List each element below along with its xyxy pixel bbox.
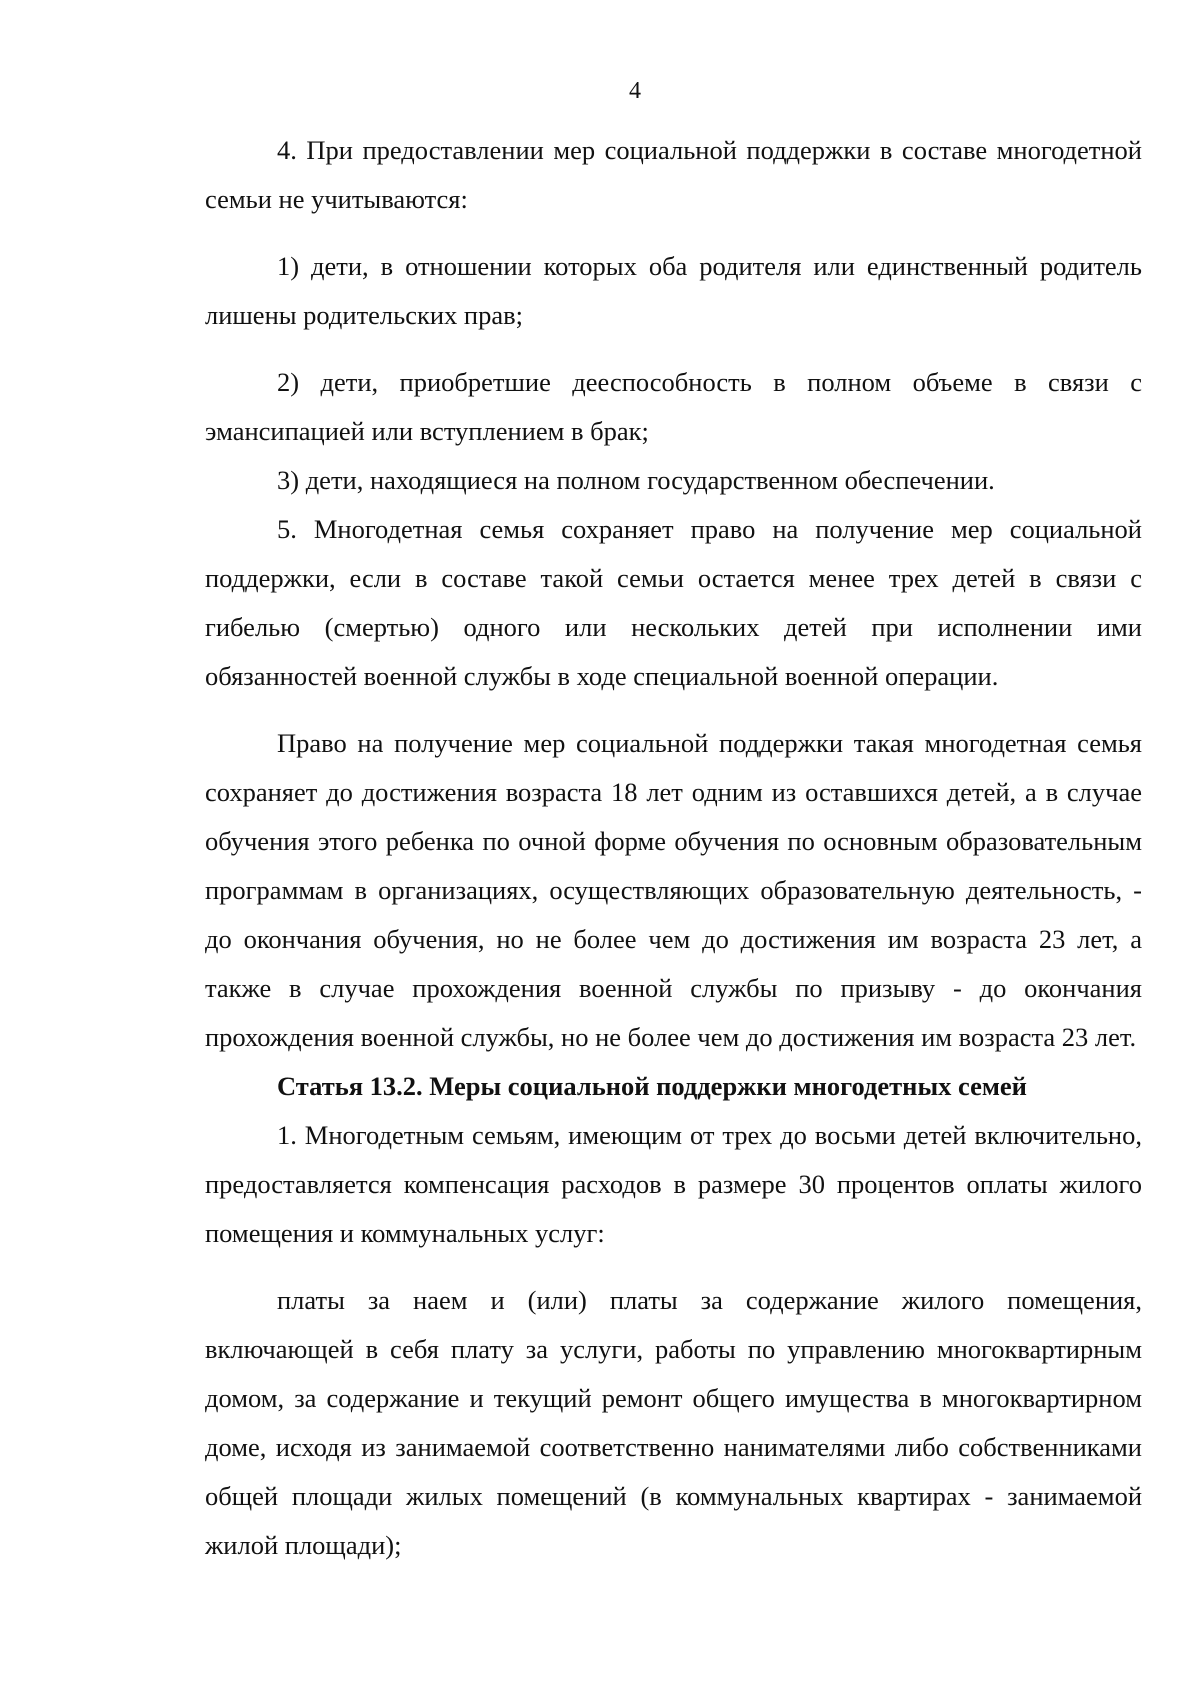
article-heading: Статья 13.2. Меры социальной поддержки многодетных семей bbox=[277, 1071, 1027, 1101]
list-item-2: 2) дети, приобретшие дееспособность в полном объеме в связи с эмансипацией или вступлением в брак; bbox=[205, 367, 1142, 446]
paragraph-right-retention: Право на получение мер социальной поддержки такая многодетная семья сохраняет до достижения возраста 18 лет одним из оставшихся детей, а в случае обучения этого ребенка по очной форме обучения по основным образовательным программам в организациях, осуществляющих образовательную деятельность, - до окончания обучения, но не более чем до достижения им возраста 23 лет, а также в случае прохождения военной службы по призыву - до окончания прохождения военной службы, но не более чем до достижения им возраста 23 лет. bbox=[205, 728, 1142, 1052]
list-item-1: 1) дети, в отношении которых оба родителя или единственный родитель лишены родительских прав; bbox=[205, 251, 1142, 330]
paragraph-5: 5. Многодетная семья сохраняет право на получение мер социальной поддержки, если в составе такой семьи остается менее трех детей в связи с гибелью (смертью) одного или нескольких детей при исполнении ими обязанностей военной службы в ходе специальной военной операции. bbox=[205, 514, 1142, 691]
article-paragraph-payment: платы за наем и (или) платы за содержание жилого помещения, включающей в себя плату за услуги, работы по управлению многоквартирным домом, за содержание и текущий ремонт общего имущества в многоквартирном доме, исходя из занимаемой соответственно нанимателями либо собственниками общей площади жилых помещений (в коммунальных квартирах - занимаемой жилой площади); bbox=[205, 1285, 1142, 1560]
paragraph-4: 4. При предоставлении мер социальной поддержки в составе многодетной семьи не учитываются: bbox=[205, 135, 1142, 214]
document-body bbox=[205, 126, 1142, 1570]
list-item-3: 3) дети, находящиеся на полном государственном обеспечении. bbox=[277, 465, 995, 495]
page-number: 4 bbox=[629, 78, 641, 104]
article-paragraph-1: 1. Многодетным семьям, имеющим от трех до восьми детей включительно, предоставляется компенсация расходов в размере 30 процентов оплаты жилого помещения и коммунальных услуг: bbox=[205, 1120, 1142, 1248]
